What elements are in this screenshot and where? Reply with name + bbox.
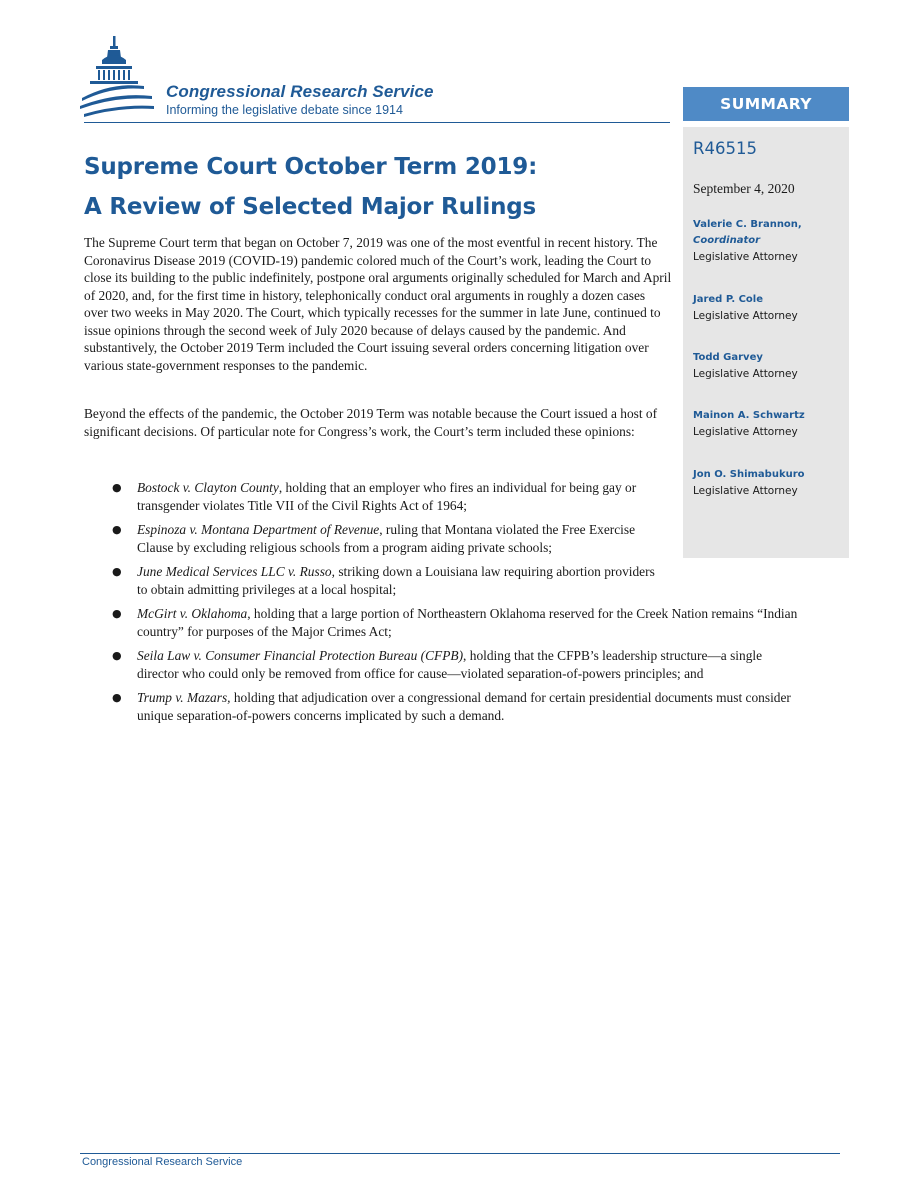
list-item [84, 521, 662, 556]
case-holding: , ruling that Montana violated the Free Exercise Clause by excluding religious schools from a program aiding private schools; [137, 522, 636, 555]
bullet-icon: ● [112, 565, 122, 578]
author-name[interactable]: Todd Garvey [693, 352, 763, 363]
case-name: Bostock v. Clayton County [137, 480, 279, 495]
author-entry [693, 292, 843, 324]
case-holding: , holding that a large portion of Northeastern Oklahoma reserved for the Creek Nation remains “Indian country” for purposes of the Major Crimes Act; [137, 606, 798, 639]
author-name[interactable]: Mainon A. Schwartz [693, 410, 805, 421]
author-title: Legislative Attorney [693, 251, 798, 263]
summary-paragraph-2: Beyond the effects of the pandemic, the October 2019 Term was notable because the Court issued a host of significant decisions. Of particular note for Congress’s work, the Court’s term included these opinions: [84, 406, 658, 439]
sidebar-panel [683, 127, 849, 558]
report-date: September 4, 2020 [693, 181, 795, 196]
author-entry [693, 350, 843, 382]
case-name: June Medical Services LLC v. Russo [137, 564, 332, 579]
capitol-dome-icon [80, 36, 164, 124]
bullet-icon: ● [112, 691, 122, 704]
bullet-icon: ● [112, 607, 122, 620]
title-line-2: A Review of Selected Major Rulings [84, 194, 537, 220]
author-name[interactable]: Valerie C. Brannon, [693, 219, 802, 230]
case-holding: holding that adjudication over a congressional demand for certain presidential documents must consider unique separation-of-powers concerns implicated by such a demand. [137, 690, 791, 723]
author-role: Coordinator [693, 235, 761, 246]
case-holding: , striking down a Louisiana law requiring abortion providers to obtain admitting privileges at a local hospital; [137, 564, 655, 597]
list-item [84, 647, 797, 682]
summary-paragraph-1: The Supreme Court term that began on October 7, 2019 was one of the most eventful in recent history. The Coronavirus Disease 2019 (COVID-19) pandemic colored much of the Court’s work, leading the Court to close its building to the public indefinitely, postpone oral arguments originally scheduled for March and April of 2020, and, for the first time in history, telephonically conduct oral arguments in roughly a dozen cases over two weeks in May 2020. The Court, which typically recesses for the summer in late June, continued to issue opinions through the second week of July 2020 because of delays caused by the pandemic. And substantively, the October 2019 Term included the Court issuing several orders concerning litigation over various state-government responses to the pandemic. [84, 235, 672, 373]
list-item [84, 605, 807, 640]
case-name: Espinoza v. Montana Department of Revenue [137, 522, 380, 537]
list-item [84, 563, 662, 598]
author-name[interactable]: Jared P. Cole [693, 294, 764, 305]
report-number: R46515 [693, 139, 757, 158]
bullet-icon: ● [112, 481, 122, 494]
org-name: Congressional Research Service [166, 82, 434, 101]
author-entry [693, 217, 843, 265]
case-name: Trump v. Mazars, [137, 690, 231, 705]
bullet-icon: ● [112, 523, 122, 536]
author-name[interactable]: Jon O. Shimabukuro [693, 469, 805, 480]
case-holding: , holding that an employer who fires an individual for being gay or transgender violates Title VII of the Civil Rights Act of 1964; [137, 480, 637, 513]
page-footer: Congressional Research Service [82, 1156, 243, 1168]
title-line-1: Supreme Court October Term 2019: [84, 154, 538, 180]
header-divider [84, 122, 670, 123]
footer-divider [80, 1153, 840, 1154]
org-tagline: Informing the legislative debate since 1914 [166, 103, 403, 117]
case-holding: , holding that the CFPB’s leadership structure—a single director who could only be removed from office for cause—violated separation-of-powers principles; and [137, 648, 763, 681]
author-title: Legislative Attorney [693, 485, 798, 497]
list-item [84, 479, 662, 514]
author-title: Legislative Attorney [693, 310, 798, 322]
page-title [84, 147, 664, 227]
author-title: Legislative Attorney [693, 426, 798, 438]
list-item [84, 689, 797, 724]
case-name: McGirt v. Oklahoma [137, 606, 248, 621]
author-entry [693, 408, 843, 440]
bullet-icon: ● [112, 649, 122, 662]
crs-logo [80, 36, 680, 124]
author-entry [693, 467, 843, 499]
author-title: Legislative Attorney [693, 368, 798, 380]
sidebar-heading: SUMMARY [683, 87, 849, 121]
summary-sidebar [683, 87, 849, 558]
case-name: Seila Law v. Consumer Financial Protection Bureau (CFPB) [137, 648, 464, 663]
